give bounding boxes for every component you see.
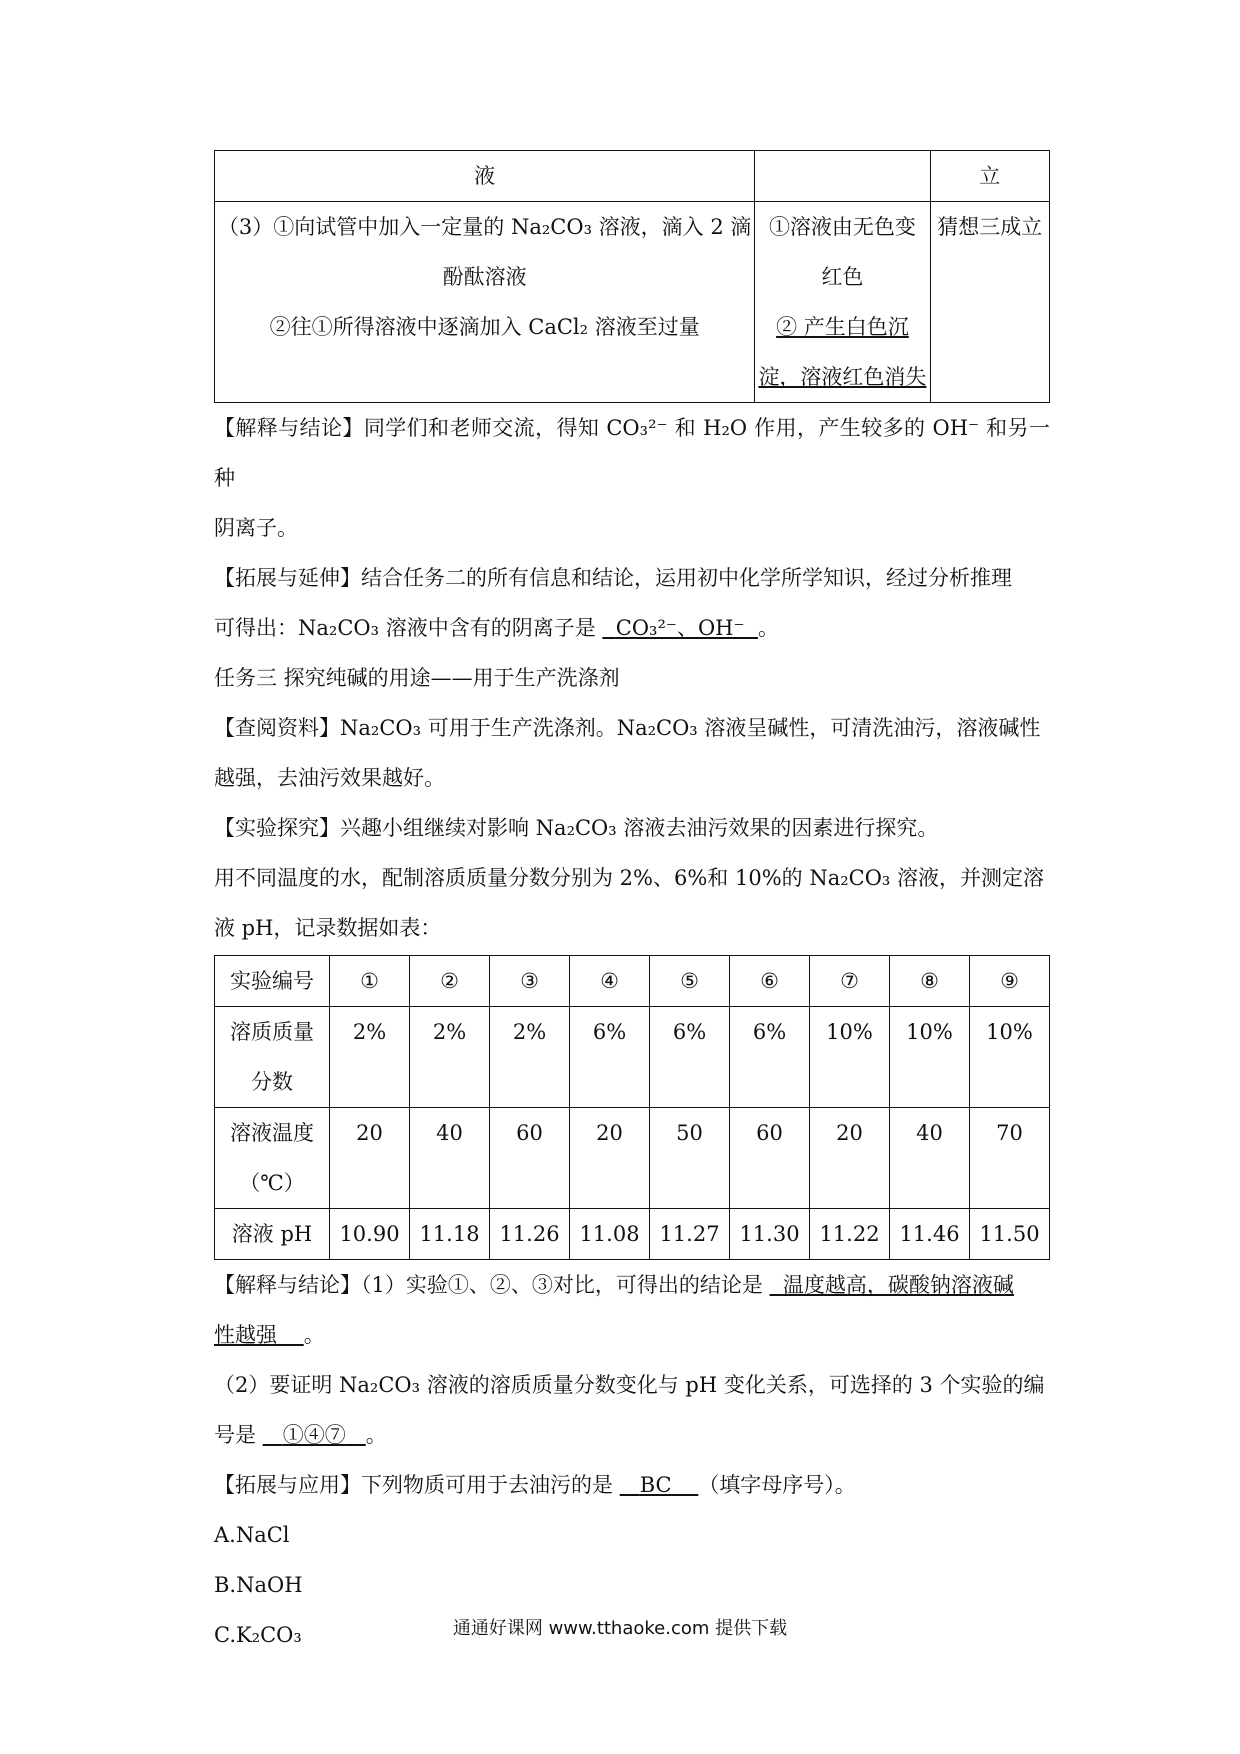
phenomenon-1: ①溶液由无色变 — [768, 215, 916, 239]
table-cell: 60 — [490, 1108, 570, 1209]
paragraph — [214, 1310, 1050, 1360]
table-cell-phenomenon — [755, 151, 930, 202]
answer-text: ①④⑦ — [282, 1423, 346, 1447]
table-header-cell: ⑥ — [730, 956, 810, 1007]
paragraph — [214, 603, 1050, 653]
table-cell: 10.90 — [330, 1209, 410, 1260]
answer-text: BC — [639, 1473, 672, 1497]
text: 。 — [303, 1323, 325, 1347]
table-cell: 2% — [410, 1007, 490, 1108]
table-cell-conclusion: 猜想三成立 — [930, 202, 1049, 403]
text: 【解释与结论】（1）实验①、②、③对比，可得出的结论是 — [214, 1273, 763, 1297]
paragraph — [214, 1460, 1050, 1510]
table-header-cell: ⑤ — [650, 956, 730, 1007]
paragraph: 液 pH，记录数据如表： — [214, 916, 442, 940]
paragraph: 阴离子。 — [214, 516, 298, 540]
text: 号是 — [214, 1423, 256, 1447]
answer-text: CO₃²⁻、OH⁻ — [615, 616, 745, 640]
phenomenon-1-cont: 红色 — [821, 265, 864, 289]
table-cell: 20 — [570, 1108, 650, 1209]
answer-blank — [770, 1273, 1014, 1297]
table-cell: 2% — [330, 1007, 410, 1108]
table-cell: 11.26 — [490, 1209, 570, 1260]
table-cell: 11.08 — [570, 1209, 650, 1260]
table-row — [215, 1108, 1050, 1209]
answer-text: 性越强 — [214, 1323, 277, 1347]
table-header-cell: ⑧ — [890, 956, 970, 1007]
table-row — [215, 202, 1050, 403]
table-cell: 60 — [730, 1108, 810, 1209]
row-label-line: （℃） — [239, 1171, 305, 1195]
table-cell: 6% — [730, 1007, 810, 1108]
table-cell: 11.22 — [810, 1209, 890, 1260]
phenomenon-2-answer: ② 产生白色沉 — [776, 315, 909, 339]
section-title: 任务三 探究纯碱的用途——用于生产洗涤剂 — [214, 666, 620, 690]
table-header-cell: 实验编号 — [215, 956, 330, 1007]
paragraph: 【拓展与延伸】结合任务二的所有信息和结论，运用初中化学所学知识，经过分析推理 — [214, 566, 1012, 590]
table-row — [215, 1007, 1050, 1108]
option-a: A.NaCl — [214, 1523, 290, 1547]
table-row — [215, 151, 1050, 202]
paragraph: 用不同温度的水，配制溶质质量分数分别为 2%、6%和 10%的 Na₂CO₃ 溶液，并测定溶 — [214, 866, 1045, 890]
table-row — [215, 956, 1050, 1007]
table-cell: 11.30 — [730, 1209, 810, 1260]
paragraph: 越强，去油污效果越好。 — [214, 766, 445, 790]
table-cell: 11.46 — [890, 1209, 970, 1260]
page-footer: 通通好课网 www.tthaoke.com 提供下载 — [452, 1618, 788, 1639]
row-label: 溶液 pH — [215, 1209, 330, 1260]
table-cell: 2% — [490, 1007, 570, 1108]
text: 可得出：Na₂CO₃ 溶液中含有的阴离子是 — [214, 616, 596, 640]
text: （填字母序号）。 — [698, 1473, 856, 1497]
table-header-cell: ④ — [570, 956, 650, 1007]
operation-step-2: ②往①所得溶液中逐滴加入 CaCl₂ 溶液至过量 — [269, 315, 700, 339]
table-cell: 40 — [410, 1108, 490, 1209]
table-header-cell: ⑦ — [810, 956, 890, 1007]
table-cell: 10% — [970, 1007, 1050, 1108]
table-cell: 40 — [890, 1108, 970, 1209]
operation-step-1-cont: 酚酞溶液 — [442, 265, 527, 289]
option-c: C.K₂CO₃ — [214, 1623, 302, 1647]
phenomenon-2-answer-cont: 淀，溶液红色消失 — [758, 365, 927, 389]
paragraph: （2）要证明 Na₂CO₃ 溶液的溶质质量分数变化与 pH 变化关系，可选择的 3 个实验的编 — [214, 1373, 1045, 1397]
table-cell: 11.27 — [650, 1209, 730, 1260]
row-label-line: 分数 — [251, 1070, 293, 1094]
table-cell-phenomenon — [755, 202, 930, 403]
data-table — [214, 955, 1050, 1260]
paragraph: 【实验探究】兴趣小组继续对影响 Na₂CO₃ 溶液去油污效果的因素进行探究。 — [214, 816, 939, 840]
option-b: B.NaOH — [214, 1573, 303, 1597]
table-cell-operation — [215, 202, 755, 403]
paragraph: 【查阅资料】Na₂CO₃ 可用于生产洗涤剂。Na₂CO₃ 溶液呈碱性，可清洗油污，溶液碱性 — [214, 716, 1041, 740]
table-header-cell: ⑨ — [970, 956, 1050, 1007]
paragraph — [214, 1260, 1050, 1310]
answer-blank — [620, 1473, 699, 1497]
table-cell: 11.50 — [970, 1209, 1050, 1260]
table-header-cell: ③ — [490, 956, 570, 1007]
table-row — [215, 1209, 1050, 1260]
text: 。 — [365, 1423, 387, 1447]
paragraph: 【解释与结论】同学们和老师交流，得知 CO₃²⁻ 和 H₂O 作用，产生较多的 OH⁻ 和另一种 — [214, 416, 1050, 490]
row-label-line: 溶液温度 — [230, 1121, 314, 1145]
table-cell: 6% — [570, 1007, 650, 1108]
answer-blank — [263, 1423, 366, 1447]
table-cell: 20 — [330, 1108, 410, 1209]
paragraph — [214, 1410, 1050, 1460]
row-label — [215, 1108, 330, 1209]
table-cell: 20 — [810, 1108, 890, 1209]
table-cell-operation: 液 — [215, 151, 755, 202]
answer-blank — [602, 616, 758, 640]
table-cell: 50 — [650, 1108, 730, 1209]
experiment-table — [214, 150, 1050, 403]
table-cell: 11.18 — [410, 1209, 490, 1260]
table-cell: 10% — [810, 1007, 890, 1108]
text: 【拓展与应用】下列物质可用于去油污的是 — [214, 1473, 613, 1497]
table-cell: 10% — [890, 1007, 970, 1108]
page-content — [214, 150, 1050, 1660]
operation-step-1: （3）①向试管中加入一定量的 Na₂CO₃ 溶液，滴入 2 滴 — [217, 215, 752, 239]
answer-blank — [214, 1323, 304, 1347]
row-label-line: 溶质质量 — [230, 1020, 314, 1044]
table-header-cell: ① — [330, 956, 410, 1007]
row-label — [215, 1007, 330, 1108]
text: 。 — [757, 616, 779, 640]
answer-text: 温度越高，碳酸钠溶液碱 — [782, 1273, 1014, 1297]
table-header-cell: ② — [410, 956, 490, 1007]
table-cell: 6% — [650, 1007, 730, 1108]
table-cell-conclusion: 立 — [930, 151, 1049, 202]
table-cell: 70 — [970, 1108, 1050, 1209]
